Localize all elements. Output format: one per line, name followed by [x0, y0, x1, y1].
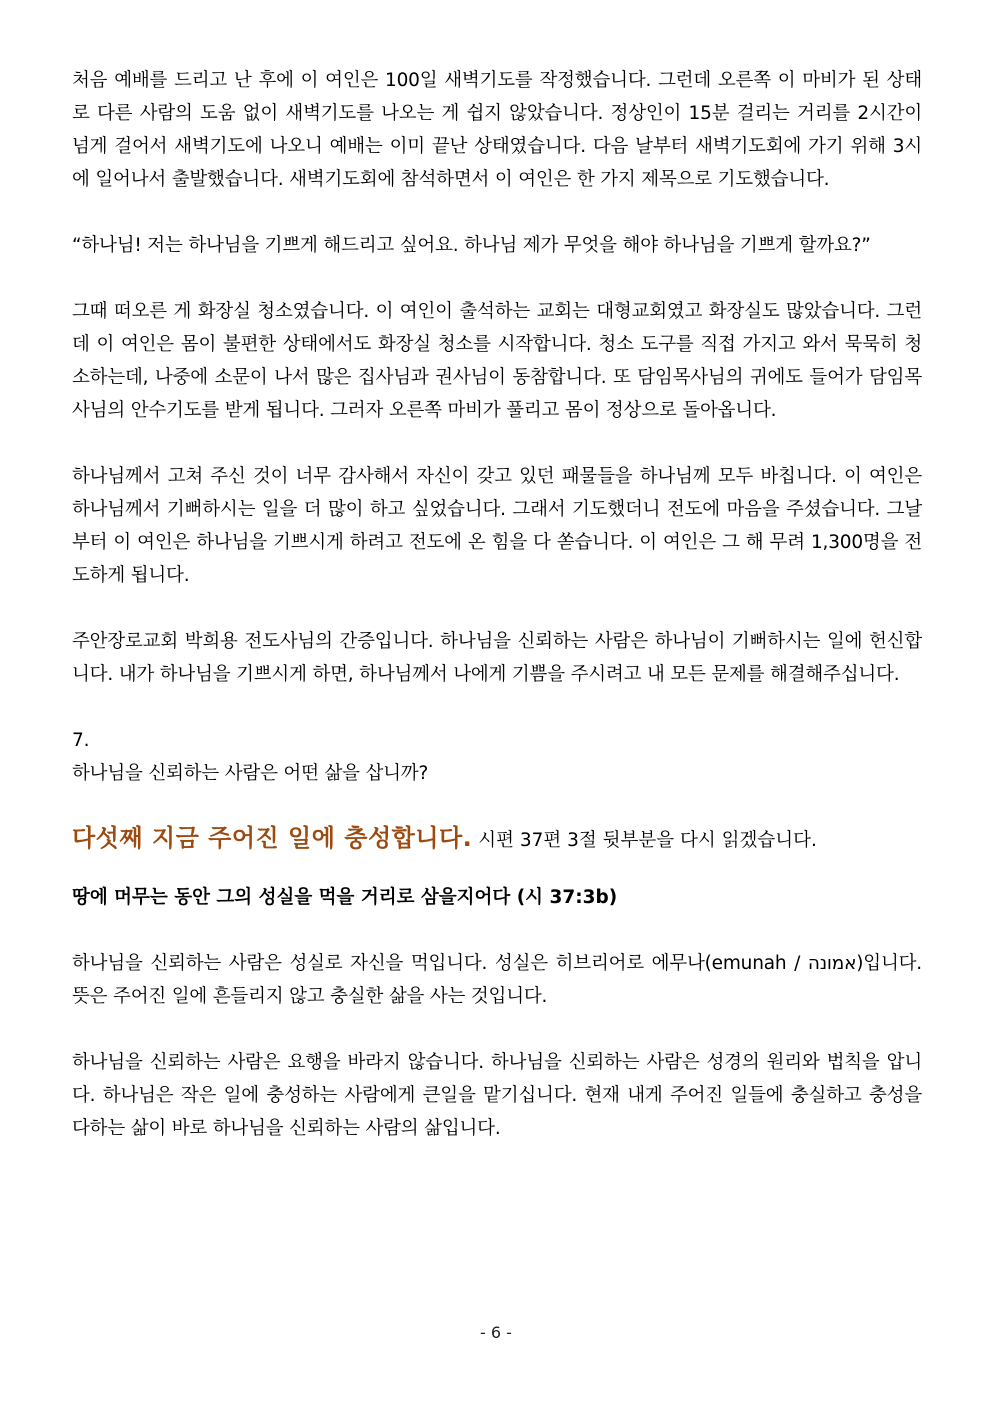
section-heading-line: [72, 818, 922, 861]
paragraph-prayer-quote: “하나님! 저는 하나님을 기쁘게 해드리고 싶어요. 하나님 제가 무엇을 해야 하나님을 기쁘게 할까요?”: [72, 235, 871, 256]
section-heading: 다섯째 지금 주어진 일에 충성합니다.: [72, 824, 473, 852]
paragraph-faithfulness: 하나님을 신뢰하는 사람은 요행을 바라지 않습니다. 하나님을 신뢰하는 사람은 성경의 원리와 법칙을 압니다. 하나님은 작은 일에 충성하는 사람에게 큰일을 맡기십니다. 현재 내게 주어진 일들에 충실하고 충성을 다하는 삶이 바로 하나님을 신뢰하는 사람의 삶입니다.: [72, 1052, 922, 1139]
paragraph-cleaning: 그때 떠오른 게 화장실 청소였습니다. 이 여인이 출석하는 교회는 대형교회였고 화장실도 많았습니다. 그런데 이 여인은 몸이 불편한 상태에서도 화장실 청소를 시작합니다. 청소 도구를 직접 가지고 와서 묵묵히 청소하는데, 나중에 소문이 나서 많은 집사님과 권사님이 동참합니다. 또 담임목사님의 귀에도 들어가 담임목사님의 안수기도를 받게 됩니다. 그러자 오른쪽 마비가 풀리고 몸이 정상으로 돌아옵니다.: [72, 301, 922, 421]
paragraph-testimony: 주안장로교회 박희용 전도사님의 간증입니다. 하나님을 신뢰하는 사람은 하나님이 기뻐하시는 일에 헌신합니다. 내가 하나님을 기쁘시게 하면, 하나님께서 나에게 기쁨을 주시려고 내 모든 문제를 해결해주십니다.: [72, 631, 922, 685]
page-number: - 6 -: [480, 1323, 512, 1342]
document-page: [72, 64, 922, 1178]
paragraph-emunah: 하나님을 신뢰하는 사람은 성실로 자신을 먹입니다. 성실은 히브리어로 에무나(emunah / אמונה)입니다. 뜻은 주어진 일에 흔들리지 않고 충실한 삶을 사는 것입니다.: [72, 953, 922, 1007]
paragraph-prayer-vow: 처음 예배를 드리고 난 후에 이 여인은 100일 새벽기도를 작정했습니다. 그런데 오른쪽 이 마비가 된 상태로 다른 사람의 도움 없이 새벽기도를 나오는 게 쉽지 않았습니다. 정상인이 15분 걸리는 거리를 2시간이 넘게 걸어서 새벽기도에 나오니 예배는 이미 끝난 상태였습니다. 다음 날부터 새벽기도회에 가기 위해 3시에 일어나서 출발했습니다. 새벽기도회에 참석하면서 이 여인은 한 가지 제목으로 기도했습니다.: [72, 70, 922, 190]
question-number: 7.: [72, 730, 90, 751]
scripture-verse: 땅에 머무는 동안 그의 성실을 먹을 거리로 삼을지어다 (시 37:3b): [72, 887, 618, 908]
discussion-question: [72, 724, 922, 790]
question-text: 하나님을 신뢰하는 사람은 어떤 삶을 삽니까?: [72, 763, 429, 784]
paragraph-evangelism: 하나님께서 고쳐 주신 것이 너무 감사해서 자신이 갖고 있던 패물들을 하나님께 모두 바칩니다. 이 여인은 하나님께서 기뻐하시는 일을 더 많이 하고 싶었습니다. 그래서 기도했더니 전도에 마음을 주셨습니다. 그날부터 이 여인은 하나님을 기쁘시게 하려고 전도에 온 힘을 다 쏟습니다. 이 여인은 그 해 무려 1,300명을 전도하게 됩니다.: [72, 466, 922, 586]
section-intro: 시편 37편 3절 뒷부분을 다시 읽겠습니다.: [472, 830, 817, 851]
